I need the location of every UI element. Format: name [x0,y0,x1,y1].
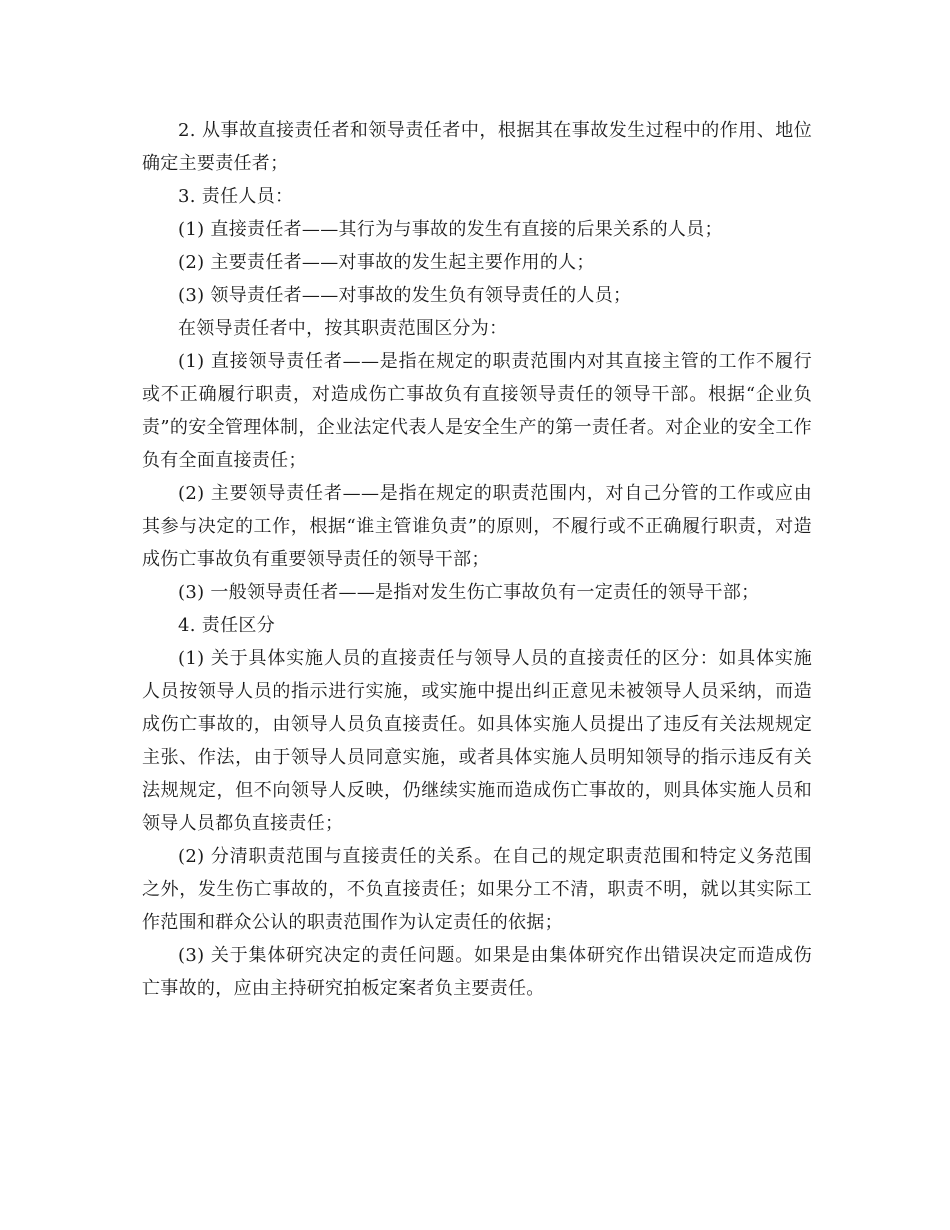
heading-item-4: 4. 责任区分 [178,615,275,636]
document-page [142,114,812,1005]
paragraph-distinction-2: (2) 分清职责范围与直接责任的关系。在自己的规定职责范围和特定义务范围之外，发生伤亡事故的，不负直接责任；如果分工不清，职责不明，就以其实际工作范围和群众公认的职责范围作为认定责任的依据； [142,846,812,933]
paragraph-direct-responsible: (1) 直接责任者——其行为与事故的发生有直接的后果关系的人员； [178,219,723,240]
heading-item-3: 3. 责任人员： [178,186,294,207]
paragraph-leader-responsible: (3) 领导责任者——对事故的发生负有领导责任的人员； [178,285,632,306]
paragraph-distinction-3: (3) 关于集体研究决定的责任问题。如果是由集体研究作出错误决定而造成伤亡事故的，应由主持研究拍板定案者负主要责任。 [142,945,812,999]
paragraph-main-responsible: (2) 主要责任者——对事故的发生起主要作用的人； [178,252,595,273]
paragraph-general-leader: (3) 一般领导责任者——是指对发生伤亡事故负有一定责任的领导干部； [178,582,760,603]
paragraph-leader-classification: 在领导责任者中，按其职责范围区分为： [178,318,508,339]
paragraph-item-2: 2. 从事故直接责任者和领导责任者中，根据其在事故发生过程中的作用、地位确定主要责任者； [142,120,812,174]
paragraph-direct-leader: (1) 直接领导责任者——是指在规定的职责范围内对其直接主管的工作不履行或不正确履行职责，对造成伤亡事故负有直接领导责任的领导干部。根据“企业负责”的安全管理体制，企业法定代表人是安全生产的第一责任者。对企业的安全工作负有全面直接责任； [142,351,812,471]
paragraph-distinction-1: (1) 关于具体实施人员的直接责任与领导人员的直接责任的区分：如具体实施人员按领导人员的指示进行实施，或实施中提出纠正意见未被领导人员采纳，而造成伤亡事故的，由领导人员负直接责任。如具体实施人员提出了违反有关法规规定主张、作法，由于领导人员同意实施，或者具体实施人员明知领导的指示违反有关法规规定，但不向领导人反映，仍继续实施而造成伤亡事故的，则具体实施人员和领导人员都负直接责任； [142,648,812,834]
paragraph-main-leader: (2) 主要领导责任者——是指在规定的职责范围内，对自己分管的工作或应由其参与决定的工作，根据“谁主管谁负责”的原则，不履行或不正确履行职责，对造成伤亡事故负有重要领导责任的领导干部； [142,483,812,570]
